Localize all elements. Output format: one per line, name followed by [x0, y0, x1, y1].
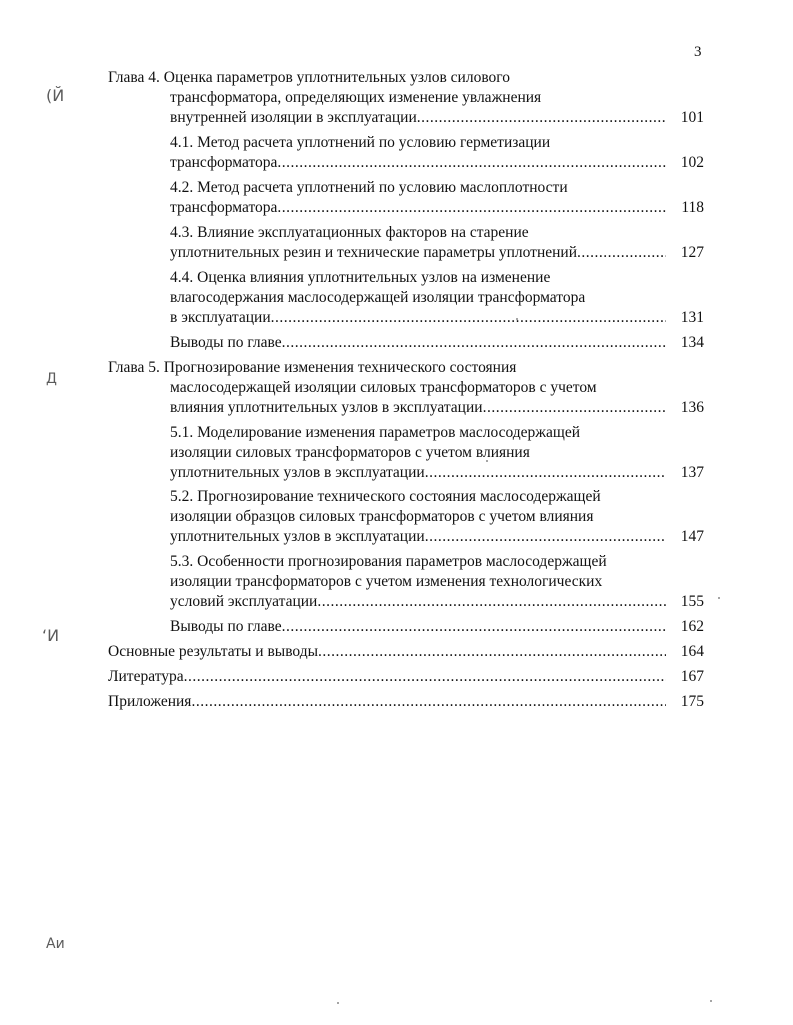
- toc-entry-line: трансформатора, определяющих изменение увлажнения: [170, 89, 542, 106]
- toc-page-number: 131: [680, 309, 704, 326]
- toc-page-number: 102: [680, 154, 704, 171]
- toc-page-number: 167: [680, 668, 704, 685]
- dot-leader: [271, 308, 666, 328]
- toc-entry-line: 4.2. Метод расчета уплотнений по условию маслоплотности: [170, 179, 568, 196]
- toc-page-number: 101: [680, 109, 704, 126]
- toc-entry-line: изоляции силовых трансформаторов с учетом влияния: [170, 444, 530, 461]
- toc-entry-line: Основные результаты и выводы: [108, 643, 319, 660]
- toc-entry-leader-line: [170, 592, 666, 612]
- dot-leader: [277, 198, 666, 218]
- toc-entry-line: 4.1. Метод расчета уплотнений по условию герметизации: [170, 134, 551, 151]
- toc-entry-line: влагосодержания маслосодержащей изоляции трансформатора: [170, 289, 586, 306]
- toc-page-number: 136: [680, 399, 704, 416]
- toc-entry-line: маслосодержащей изоляции силовых трансформаторов с учетом: [170, 379, 597, 396]
- toc-entry-line: 5.3. Особенности прогнозирования параметров маслосодержащей: [170, 553, 607, 570]
- toc-entry-leader-line: [170, 153, 666, 173]
- toc-entry-line: уплотнительных резин и технические параметры уплотнений: [170, 244, 578, 261]
- toc-entry-line: изоляции трансформаторов с учетом изменения технологических: [170, 573, 603, 590]
- page-number: 3: [694, 44, 702, 60]
- toc-entry-line: 5.1. Моделирование изменения параметров маслосодержащей: [170, 424, 580, 441]
- dot-leader: [282, 617, 666, 637]
- toc-entry-line: Выводы по главе: [170, 334, 282, 351]
- toc-entry-line: изоляции образцов силовых трансформаторов с учетом влияния: [170, 508, 594, 525]
- toc-entry-line: внутренней изоляции в эксплуатации: [170, 109, 417, 126]
- dot-leader: [425, 463, 666, 483]
- toc-entry-leader-line: [170, 463, 666, 483]
- toc-entry-line: Выводы по главе: [170, 618, 282, 635]
- toc-entry-leader-line: [170, 108, 666, 128]
- margin-mark: ‘И: [42, 626, 60, 645]
- toc-entry-leader-line: [108, 642, 666, 662]
- toc-entry-line: уплотнительных узлов в эксплуатации: [170, 464, 425, 481]
- toc-page-number: 162: [680, 618, 704, 635]
- toc-entry-line: влияния уплотнительных узлов в эксплуатации: [170, 399, 483, 416]
- dot-leader: [277, 153, 666, 173]
- toc-entry-line: в эксплуатации: [170, 309, 271, 326]
- toc-entry-leader-line: [170, 617, 666, 637]
- toc-entry-leader-line: [170, 527, 666, 547]
- toc-page-number: 164: [680, 643, 704, 660]
- toc-entry-leader-line: [108, 692, 666, 712]
- margin-mark: Д: [46, 371, 57, 387]
- toc-page-number: 147: [680, 528, 704, 545]
- toc-entry-line: Литература: [108, 668, 184, 685]
- toc-entry-line: трансформатора: [170, 199, 278, 216]
- toc-entry-leader-line: [170, 198, 666, 218]
- dot-leader: [317, 592, 666, 612]
- toc-entry-line: 5.2. Прогнозирование технического состояния маслосодержащей: [170, 488, 601, 505]
- dot-leader: [318, 642, 666, 662]
- toc-entry-line: Глава 4. Оценка параметров уплотнительных узлов силового: [108, 69, 511, 86]
- toc-entry-line: Приложения: [108, 693, 192, 710]
- dot-leader: [282, 333, 666, 353]
- toc-page-number: 134: [680, 334, 704, 351]
- dot-leader: [184, 667, 666, 687]
- toc-page-number: 155: [680, 593, 704, 610]
- toc-entry-leader-line: [170, 308, 666, 328]
- toc-page-number: 137: [680, 464, 704, 481]
- toc-entry-line: 4.3. Влияние эксплуатационных факторов на старение: [170, 224, 529, 241]
- dot-leader: [577, 243, 666, 263]
- toc-entry-leader-line: [170, 398, 666, 418]
- dot-leader: [483, 398, 666, 418]
- toc-page-number: 118: [681, 199, 704, 216]
- dot-leader: [425, 527, 666, 547]
- dot-leader: [417, 108, 666, 128]
- toc-entry-line: трансформатора: [170, 154, 278, 171]
- toc-entry-leader-line: [170, 333, 666, 353]
- toc-page-number: 127: [680, 244, 704, 261]
- dot-leader: [191, 692, 666, 712]
- toc-page-number: 175: [680, 693, 704, 710]
- toc-entry-line: 4.4. Оценка влияния уплотнительных узлов на изменение: [170, 269, 551, 286]
- toc-entry-leader-line: [108, 667, 666, 687]
- toc-entry-line: уплотнительных узлов в эксплуатации: [170, 528, 425, 545]
- toc-entry-leader-line: [170, 243, 666, 263]
- margin-mark: Аи: [46, 936, 65, 952]
- margin-mark: (Й: [46, 86, 65, 105]
- toc-entry-line: условий эксплуатации: [170, 593, 318, 610]
- toc-entry-line: Глава 5. Прогнозирование изменения технического состояния: [108, 359, 517, 376]
